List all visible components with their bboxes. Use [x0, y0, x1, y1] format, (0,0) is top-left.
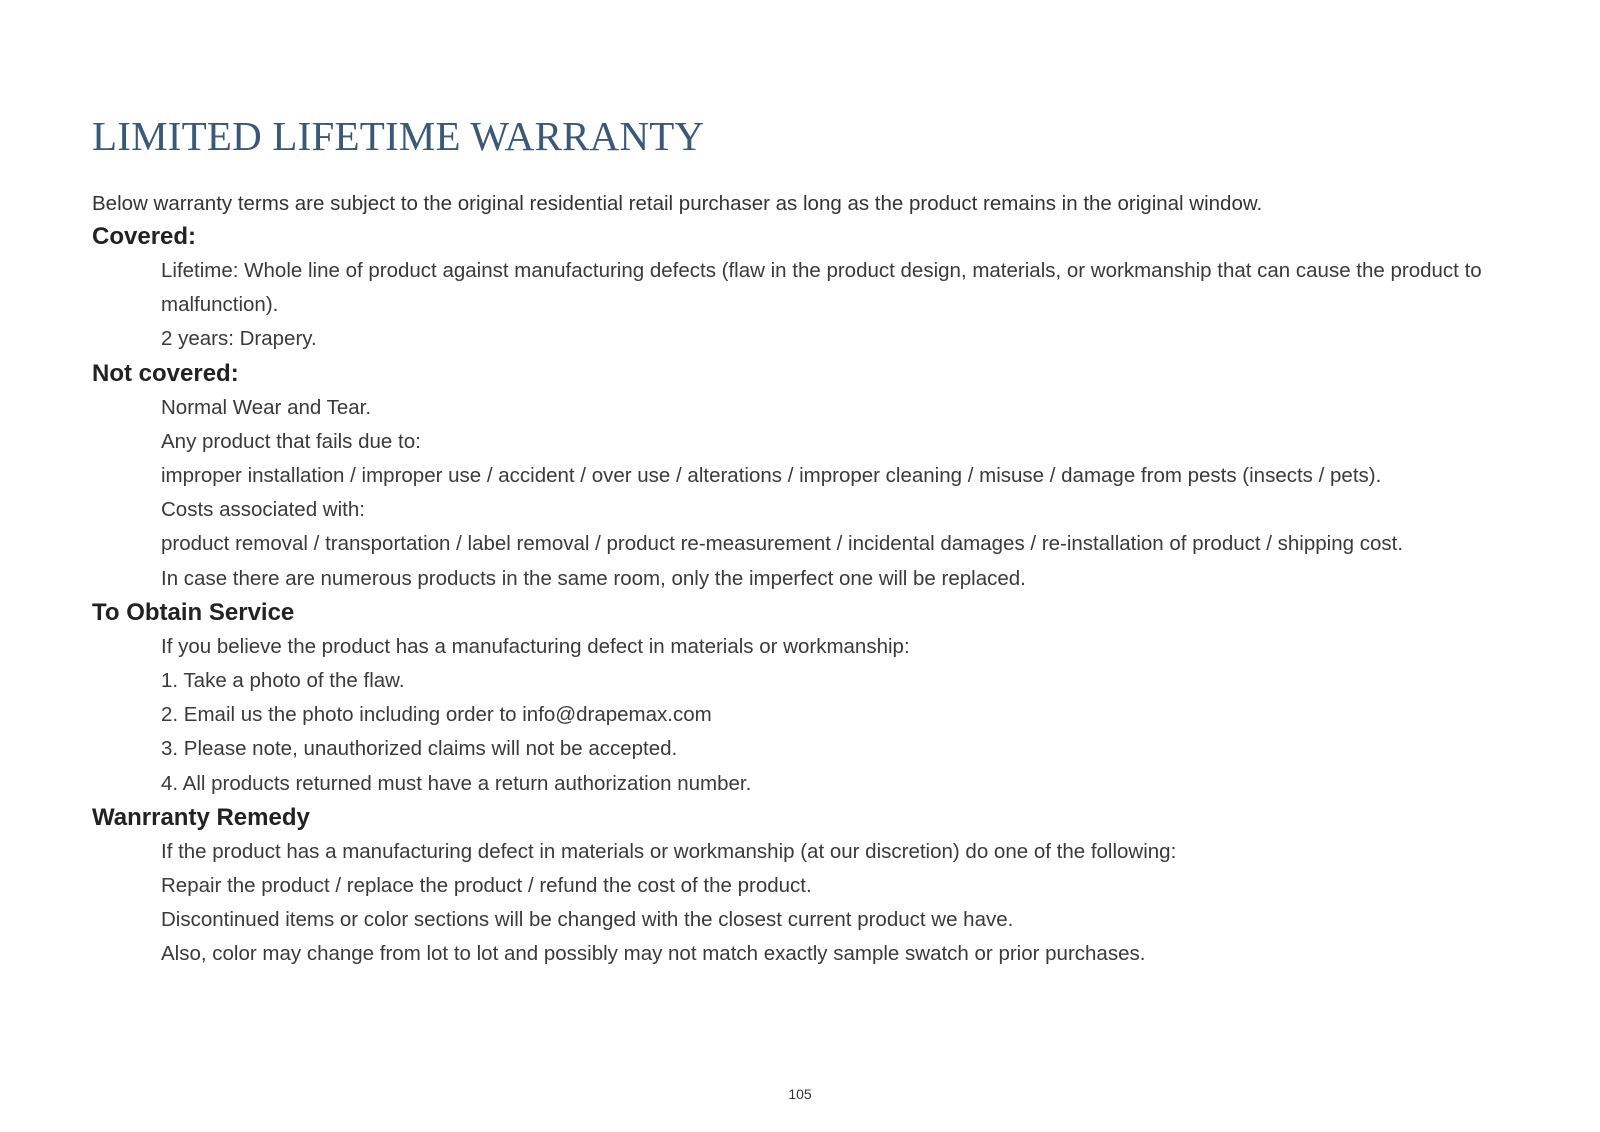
not-covered-item: Costs associated with: [161, 498, 365, 522]
not-covered-item: improper installation / improper use / accident / over use / alterations / improper cleaning / misuse / damage from pests (insects / pets). [161, 464, 1382, 488]
obtain-service-step: 1. Take a photo of the flaw. [161, 669, 405, 693]
obtain-service-step: 2. Email us the photo including order to info@drapemax.com [161, 703, 712, 727]
obtain-service-heading: To Obtain Service [92, 598, 295, 626]
obtain-service-step: 3. Please note, unauthorized claims will not be accepted. [161, 737, 678, 761]
remedy-heading: Wanrranty Remedy [92, 803, 310, 831]
obtain-service-section [92, 596, 1512, 801]
warranty-content [92, 187, 1512, 972]
page-title: LIMITED LIFETIME WARRANTY [92, 113, 705, 159]
not-covered-item: In case there are numerous products in the same room, only the imperfect one will be replaced. [161, 566, 1026, 590]
not-covered-item: Any product that fails due to: [161, 429, 421, 453]
remedy-item: Also, color may change from lot to lot and possibly may not match exactly sample swatch or prior purchases. [161, 942, 1146, 966]
remedy-section [92, 801, 1512, 972]
not-covered-item: Normal Wear and Tear. [161, 395, 372, 419]
covered-heading: Covered: [92, 223, 197, 250]
not-covered-section [92, 357, 1512, 596]
remedy-item: Discontinued items or color sections will be changed with the closest current product we have. [161, 908, 1014, 932]
page-number: 105 [788, 1086, 812, 1102]
obtain-service-step: 4. All products returned must have a return authorization number. [161, 771, 752, 795]
obtain-service-item: If you believe the product has a manufacturing defect in materials or workmanship: [161, 634, 910, 658]
remedy-item: Repair the product / replace the product / refund the cost of the product. [161, 874, 812, 898]
covered-item: 2 years: Drapery. [161, 327, 317, 351]
remedy-item: If the product has a manufacturing defect in materials or workmanship (at our discretion) do one of the following: [161, 839, 1177, 863]
not-covered-item: product removal / transportation / label removal / product re-measurement / incidental damages / re-installation of product / shipping cost. [161, 532, 1404, 556]
not-covered-heading: Not covered: [92, 359, 239, 387]
covered-item: Lifetime: Whole line of product against manufacturing defects (flaw in the product design, materials, or workmanship that can cause the product to malfunction). [161, 259, 1482, 317]
covered-section [92, 220, 1512, 357]
intro-paragraph: Below warranty terms are subject to the original residential retail purchaser as long as the product remains in the original window. [92, 192, 1263, 215]
